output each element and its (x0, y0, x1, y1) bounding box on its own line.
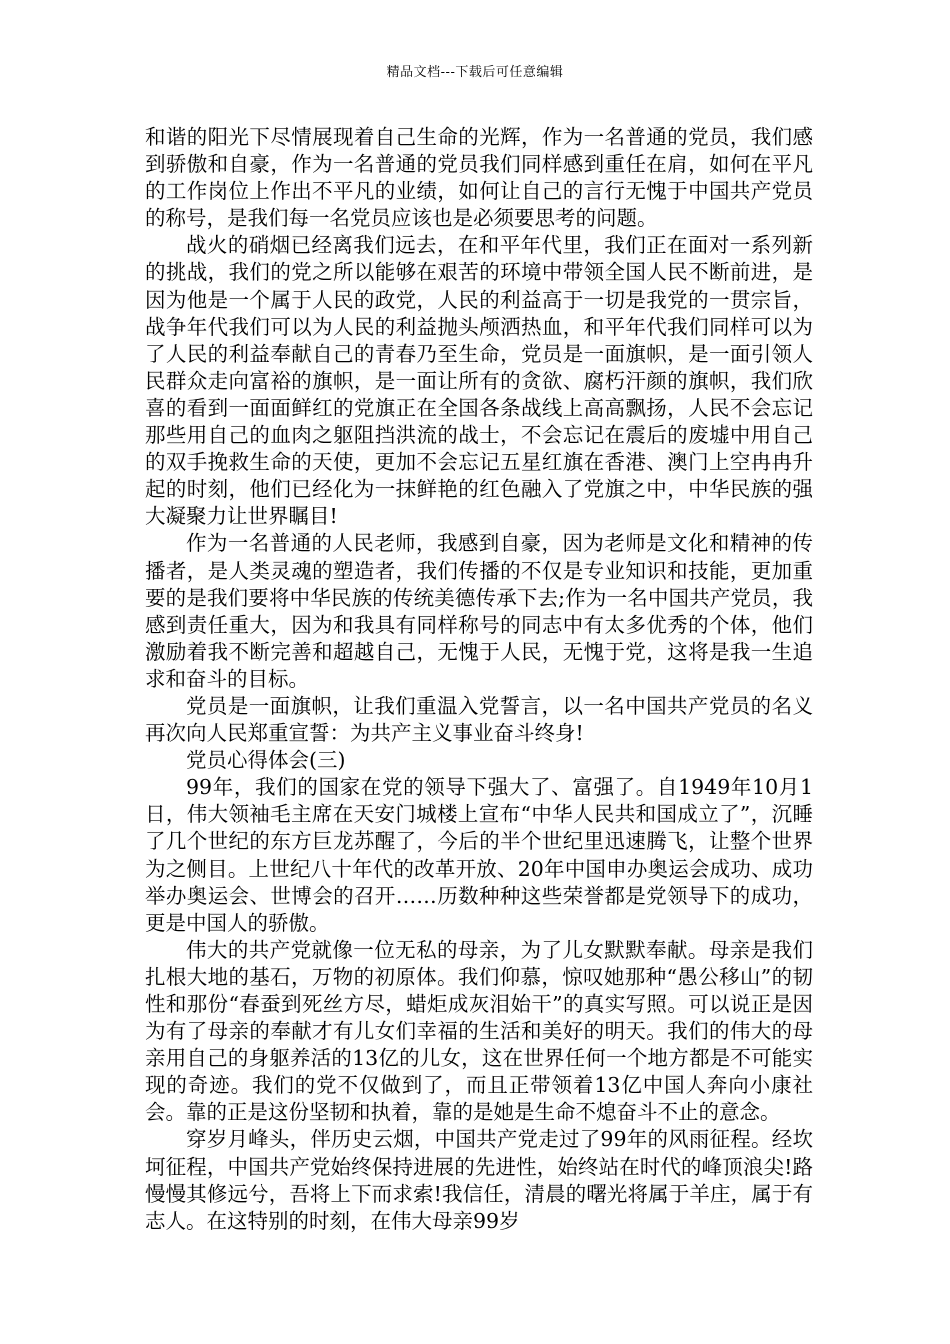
document-body (145, 124, 813, 1235)
paragraph: 伟大的共产党就像一位无私的母亲，为了儿女默默奉献。母亲是我们扎根大地的基石，万物的初原体。我们仰慕，惊叹她那种“愚公移山”的韧性和那份“春蚕到死丝方尽，蜡炬成灰泪始干”的真实写照。可以说正是因为有了母亲的奉献才有儿女们幸福的生活和美好的明天。我们的伟大的母亲用自己的身躯养活的13亿的儿女，这在世界任何一个地方都是不可能实现的奇迹。我们的党不仅做到了，而且正带领着13亿中国人奔向小康社会。靠的正是这份坚韧和执着，靠的是她是生命不熄奋斗不止的意念。 (145, 937, 813, 1125)
paragraph: 战火的硝烟已经离我们远去，在和平年代里，我们正在面对一系列新的挑战，我们的党之所以能够在艰苦的环境中带领全国人民不断前进，是因为他是一个属于人民的政党，人民的利益高于一切是我党的一贯宗旨，战争年代我们可以为人民的利益抛头颅洒热血，和平年代我们同样可以为了人民的利益奉献自己的青春乃至生命，党员是一面旗帜，是一面引领人民群众走向富裕的旗帜，是一面让所有的贪欲、腐朽汗颜的旗帜，我们欣喜的看到一面面鲜红的党旗正在全国各条战线上高高飘扬，人民不会忘记那些用自己的血肉之躯阻挡洪流的战士，不会忘记在震后的废墟中用自己的双手挽救生命的天使，更加不会忘记五星红旗在香港、澳门上空冉冉升起的时刻，他们已经化为一抹鲜艳的红色融入了党旗之中，中华民族的强大凝聚力让世界瞩目! (145, 233, 813, 529)
paragraph: 穿岁月峰头，伴历史云烟，中国共产党走过了99年的风雨征程。经坎坷征程，中国共产党始终保持进展的先进性，始终站在时代的峰顶浪尖!路慢慢其修远兮，吾将上下而求索!我信任，清晨的曙光将属于羊庄，属于有志人。在这特别的时刻，在伟大母亲99岁 (145, 1127, 813, 1233)
paragraph: 党员是一面旗帜，让我们重温入党誓言，以一名中国共产党员的名义再次向人民郑重宣誓：为共产主义事业奋斗终身! (145, 693, 813, 746)
page-header: 精品文档---下载后可任意编辑 (386, 65, 564, 80)
section-heading: 党员心得体会(三) (186, 748, 346, 773)
paragraph: 作为一名普通的人民老师，我感到自豪，因为老师是文化和精神的传播者，是人类灵魂的塑造者，我们传播的不仅是专业知识和技能，更加重要的是我们要将中华民族的传统美德传承下去;作为一名中国共产党员，我感到责任重大，因为和我具有同样称号的同志中有太多优秀的个体，他们激励着我不断完善和超越自己，无愧于人民，无愧于党，这将是我一生追求和奋斗的目标。 (145, 531, 813, 691)
paragraph: 和谐的阳光下尽情展现着自己生命的光辉，作为一名普通的党员，我们感到骄傲和自豪，作为一名普通的党员我们同样感到重任在肩，如何在平凡的工作岗位上作出不平凡的业绩，如何让自己的言行无愧于中国共产党员的称号，是我们每一名党员应该也是必须要思考的问题。 (145, 125, 813, 231)
paragraph: 99年，我们的国家在党的领导下强大了、富强了。自1949年10月1日，伟大领袖毛主席在天安门城楼上宣布“中华人民共和国成立了”，沉睡了几个世纪的东方巨龙苏醒了，今后的半个世纪里迅速腾飞，让整个世界为之侧目。上世纪八十年代的改革开放、20年中国申办奥运会成功、成功举办奥运会、世博会的召开……历数种种这些荣誉都是党领导下的成功，更是中国人的骄傲。 (145, 775, 813, 935)
